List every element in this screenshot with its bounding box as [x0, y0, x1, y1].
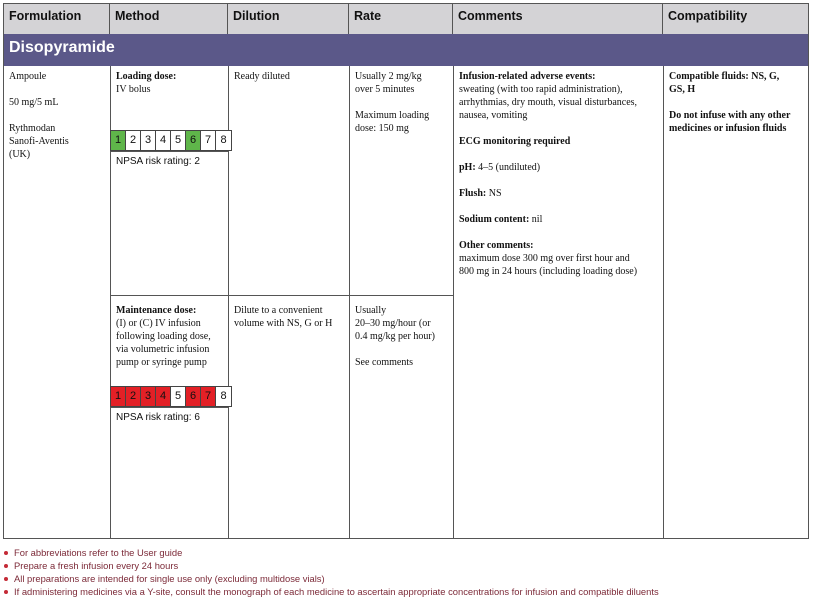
bullet-icon: [4, 590, 8, 594]
footnote: [4, 585, 814, 598]
header-dilution: Dilution: [228, 4, 349, 34]
risk-box-4: 4: [156, 387, 171, 406]
risk-row-divider: [110, 151, 228, 152]
footnote: [4, 559, 814, 572]
compatible-fluids-value: NS, G,: [748, 71, 780, 82]
sodium-value: nil: [529, 214, 543, 225]
other-comments-title: Other comments:: [459, 240, 534, 251]
loading-risk-scale: [110, 130, 232, 151]
risk-box-3: 3: [141, 387, 156, 406]
loading-method-text: IV bolus: [116, 84, 151, 95]
adverse-events-line: sweating (with too rapid administration),: [459, 84, 623, 95]
compatibility-warning: Do not infuse with any other: [669, 110, 791, 121]
risk-box-4: 4: [156, 131, 171, 150]
maintenance-rate-line: Usually: [355, 305, 387, 316]
risk-box-1: 1: [111, 387, 126, 406]
loading-dilution-cell: [234, 70, 346, 83]
formulation-type: Ampoule: [9, 71, 47, 82]
adverse-events-line: nausea, vomiting: [459, 110, 528, 121]
ecg-note: ECG monitoring required: [459, 136, 571, 147]
maintenance-rate-cell: [355, 304, 451, 369]
risk-box-6: 6: [186, 387, 201, 406]
compatibility-warning: medicines or infusion fluids: [669, 123, 787, 134]
maintenance-method-cell: [116, 304, 226, 369]
footnotes: [4, 546, 814, 598]
compatible-fluids-label: Compatible fluids:: [669, 71, 749, 82]
column-divider: [663, 66, 664, 538]
flush-label: Flush:: [459, 188, 487, 199]
drug-name-band: Disopyramide: [4, 34, 808, 66]
maintenance-method-line: (I) or (C) IV infusion: [116, 318, 201, 329]
loading-rate-line: over 5 minutes: [355, 84, 415, 95]
header-formulation: Formulation: [4, 4, 110, 34]
formulation-country: (UK): [9, 149, 31, 160]
footnote-text: All preparations are intended for single use only (excluding multidose vials): [14, 573, 325, 584]
loading-dilution-text: Ready diluted: [234, 71, 290, 82]
risk-box-5: 5: [171, 387, 186, 406]
formulation-brand: Rythmodan: [9, 123, 56, 134]
sodium-line: [459, 213, 661, 226]
formulation-cell: [9, 70, 107, 161]
sodium-label: Sodium content:: [459, 214, 530, 225]
maintenance-risk-caption: NPSA risk rating: 6: [116, 412, 200, 423]
footnote-text: If administering medicines via a Y-site, consult the monograph of each medicine to ascertain appropriate concentrations for infusion and compatible diluents: [14, 586, 659, 597]
risk-box-6: 6: [186, 131, 201, 150]
risk-box-3: 3: [141, 131, 156, 150]
other-comments-line: maximum dose 300 mg over first hour and: [459, 253, 630, 264]
monograph-table: [3, 3, 809, 539]
loading-rate-cell: [355, 70, 451, 135]
ph-line: [459, 161, 661, 174]
maintenance-method-title: Maintenance dose:: [116, 305, 197, 316]
maintenance-rate-line: 20–30 mg/hour (or: [355, 318, 431, 329]
risk-box-7: 7: [201, 387, 216, 406]
maintenance-dilution-cell: [234, 304, 346, 330]
column-divider: [453, 66, 454, 538]
loading-method-cell: [116, 70, 226, 96]
maintenance-rate-line: 0.4 mg/kg per hour): [355, 331, 435, 342]
loading-risk-caption: NPSA risk rating: 2: [116, 156, 200, 167]
risk-box-7: 7: [201, 131, 216, 150]
header-method: Method: [110, 4, 228, 34]
risk-box-2: 2: [126, 131, 141, 150]
compatible-fluids-line2: GS, H: [669, 84, 696, 95]
risk-box-8: 8: [216, 131, 231, 150]
risk-box-8: 8: [216, 387, 231, 406]
maintenance-dilution-line: Dilute to a convenient: [234, 305, 323, 316]
comments-cell: [459, 70, 661, 278]
header-compatibility: Compatibility: [663, 4, 808, 34]
formulation-manufacturer: Sanofi-Aventis: [9, 136, 69, 147]
maintenance-method-line: via volumetric infusion: [116, 344, 210, 355]
risk-row-divider: [110, 407, 228, 408]
loading-method-title: Loading dose:: [116, 71, 177, 82]
header-comments: Comments: [453, 4, 663, 34]
bullet-icon: [4, 551, 8, 555]
maintenance-rate-line: See comments: [355, 357, 414, 368]
ph-value: 4–5 (undiluted): [475, 162, 541, 173]
footnote-text: For abbreviations refer to the User guide: [14, 547, 183, 558]
flush-line: [459, 187, 661, 200]
loading-rate-line: Usually 2 mg/kg: [355, 71, 422, 82]
compatibility-cell: [669, 70, 807, 135]
compatible-fluids-line: [669, 70, 807, 83]
maintenance-method-line: pump or syringe pump: [116, 357, 207, 368]
maintenance-method-line: following loading dose,: [116, 331, 211, 342]
adverse-events-line: arrhythmias, dry mouth, visual disturbances,: [459, 97, 638, 108]
flush-value: NS: [486, 188, 502, 199]
maintenance-risk-scale: [110, 386, 232, 407]
footnote: [4, 546, 814, 559]
loading-rate-line: dose: 150 mg: [355, 123, 409, 134]
footnote-text: Prepare a fresh infusion every 24 hours: [14, 560, 179, 571]
risk-box-5: 5: [171, 131, 186, 150]
ph-label: pH:: [459, 162, 476, 173]
formulation-strength: 50 mg/5 mL: [9, 97, 59, 108]
column-divider: [349, 66, 350, 538]
footnote: [4, 572, 814, 585]
adverse-events-title: Infusion-related adverse events:: [459, 71, 596, 82]
other-comments-line: 800 mg in 24 hours (including loading dose): [459, 266, 638, 277]
risk-box-2: 2: [126, 387, 141, 406]
bullet-icon: [4, 564, 8, 568]
header-rate: Rate: [349, 4, 453, 34]
bullet-icon: [4, 577, 8, 581]
risk-box-1: 1: [111, 131, 126, 150]
row-divider: [110, 295, 453, 296]
loading-rate-line: Maximum loading: [355, 110, 430, 121]
maintenance-dilution-line: volume with NS, G or H: [234, 318, 333, 329]
